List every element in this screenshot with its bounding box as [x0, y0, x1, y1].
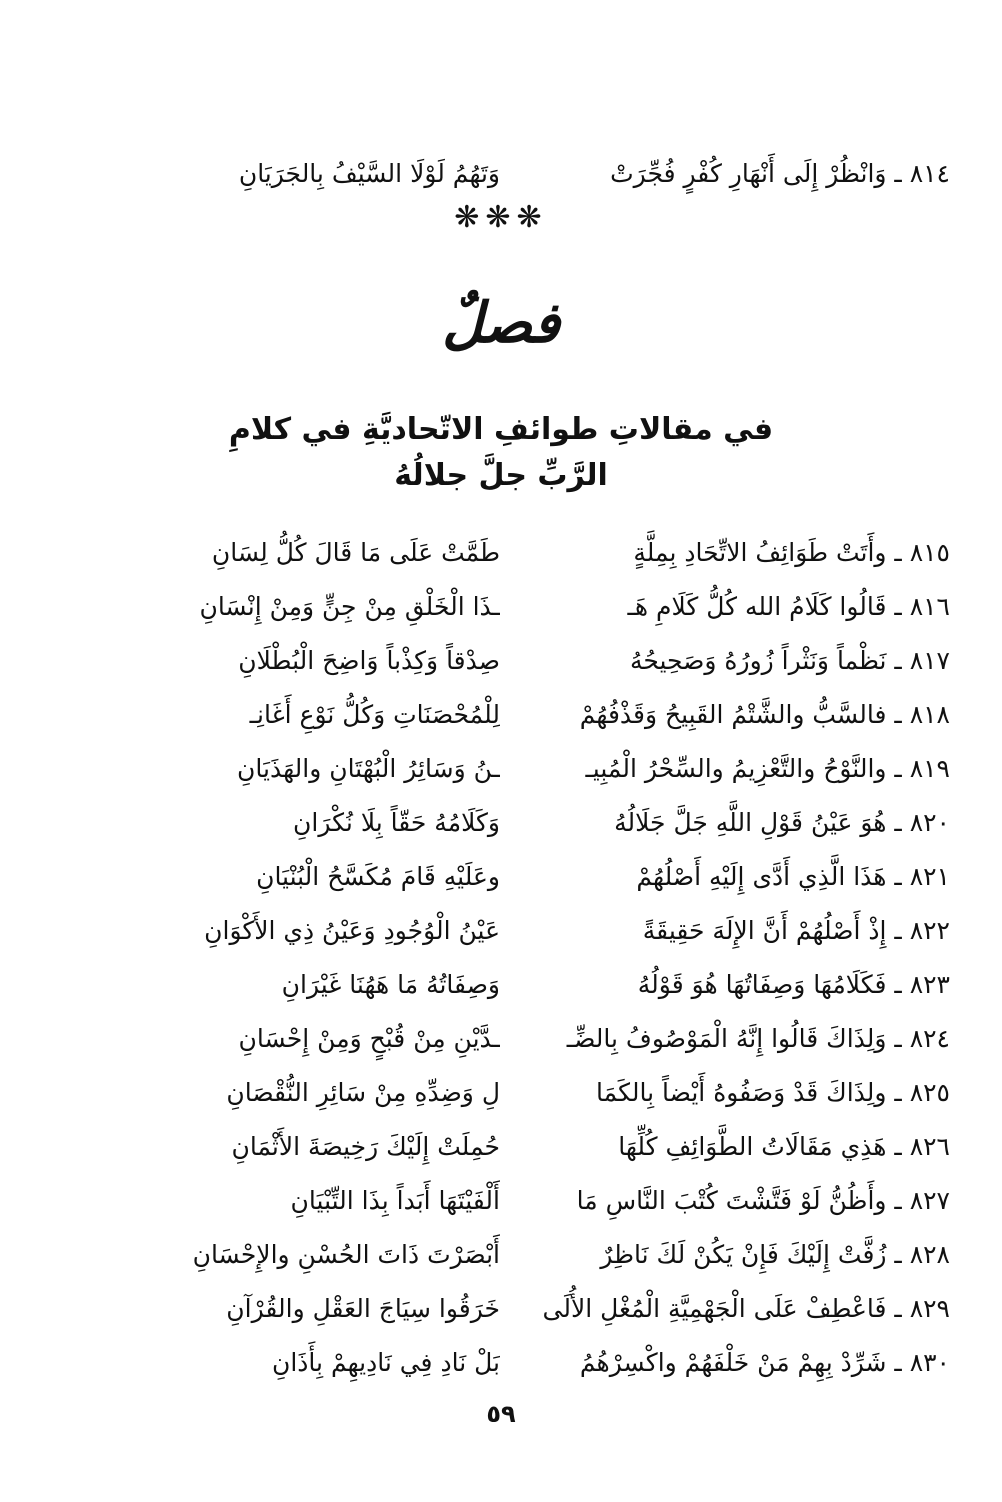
- verse-second-hemistich: ـدَّيْنِ مِنْ قُبْحٍ وَمِنْ إِحْسَانِ: [238, 1024, 500, 1053]
- verse-first-hemistich: ٨٢٢ ـ إِذْ أَصْلُهُمْ أَنَّ الإِلَهَ حَقِيقَةً: [642, 916, 950, 945]
- page-number: ٥٩: [486, 1400, 516, 1428]
- section-heading-line-1: في مقالاتِ طوائفِ الاتّحاديَّةِ في كلامِ: [228, 412, 774, 447]
- verse-second-hemistich: ـذَا الْخَلْقِ مِنْ جِنٍّ وَمِنْ إِنْسَانِ: [199, 592, 500, 621]
- verse-second-hemistich: أَلْفَيْتَهَا أَبَداً بِذَا التِّبْيَانِ: [290, 1186, 500, 1215]
- verse-first-hemistich: ٨١٨ ـ فالسَّبُّ والشَّتْمُ القَبِيحُ وَقَذْفُهُمْ: [579, 700, 950, 729]
- verse-row: [70, 851, 950, 903]
- verse-second-hemistich: أَبْصَرْتَ ذَاتَ الحُسْنِ والإِحْسَانِ: [192, 1240, 500, 1269]
- section-title: فصلٌ: [442, 290, 560, 356]
- verse-814: [70, 148, 950, 200]
- verse-first-hemistich: ٨٢٨ ـ زُفَّتْ إِلَيْكَ فَإِنْ يَكُنْ لَكَ نَاظِرٌ: [600, 1240, 950, 1269]
- verse-first-hemistich: ٨٣٠ ـ شَرِّدْ بِهِمْ مَنْ خَلْفَهُمْ واكْسِرْهُمُ: [579, 1348, 950, 1377]
- section-heading-line-2: الرَّبِّ جلَّ جلالُهُ: [394, 458, 608, 493]
- verse-first-hemistich: ٨١٥ ـ وأَتَتْ طَوَائِفُ الاتِّحَادِ بِمِلَّةٍ: [633, 538, 950, 567]
- verse-second-hemistich: وَتَهُمُ لَوْلَا السَّيْفُ بِالجَرَيَانِ: [238, 159, 500, 188]
- verse-first-hemistich: ٨٢٣ ـ فَكَلَامُهَا وَصِفَاتُهَا هُوَ قَوْلُهُ: [637, 970, 950, 999]
- verse-row: [70, 1229, 950, 1281]
- verse-second-hemistich: وعَلَيْهِ قَامَ مُكَسَّحُ الْبُنْيَانِ: [256, 862, 500, 891]
- verse-row: [70, 743, 950, 795]
- verse-row: [70, 635, 950, 687]
- verse-second-hemistich: عَيْنُ الْوُجُودِ وَعَيْنُ ذِي الأَكْوَانِ: [204, 916, 500, 945]
- verse-first-hemistich: ٨١٤ ـ وَانْظُرْ إِلَى أَنْهَارِ كُفْرٍ فُجِّرَتْ: [610, 159, 950, 188]
- verse-first-hemistich: ٨٢١ ـ هَذَا الَّذِي أَدَّى إِلَيْهِ أَصْلُهُمْ: [636, 862, 950, 891]
- verse-second-hemistich: وَكَلَامُهُ حَقّاً بِلَا نُكْرَانِ: [293, 808, 500, 837]
- verse-first-hemistich: ٨٢٠ ـ هُوَ عَيْنُ قَوْلِ اللَّهِ جَلَّ جَلَالُهُ: [614, 808, 950, 837]
- verse-row: [70, 1283, 950, 1335]
- verse-first-hemistich: ٨١٦ ـ قَالُوا كَلَامُ الله كُلُّ كَلَامِ هَـ: [627, 592, 950, 621]
- section-separator-stars: ❋❋❋: [454, 200, 548, 235]
- verse-row: [70, 959, 950, 1011]
- verse-row: [70, 1175, 950, 1227]
- verse-second-hemistich: ـنُ وَسَائِرُ الْبُهْتَانِ والهَذَيَانِ: [237, 754, 500, 783]
- verse-first-hemistich: ٨٢٧ ـ وأَظُنُّ لَوْ فَتَّشْتَ كُتْبَ النَّاسِ مَا: [576, 1186, 950, 1215]
- verse-second-hemistich: طَمَّتْ عَلَى مَا قَالَ كُلُّ لِسَانِ: [211, 538, 500, 567]
- verse-row: [70, 581, 950, 633]
- verse-first-hemistich: ٨١٧ ـ نَظْماً وَنَثْراً زُورُهُ وَصَحِيحُهُ: [629, 646, 950, 675]
- verse-row: [70, 689, 950, 741]
- verse-row: [70, 1067, 950, 1119]
- verse-row: [70, 1121, 950, 1173]
- verse-first-hemistich: ٨٢٦ ـ هَذِي مَقَالَاتُ الطَّوَائِفِ كُلِّهَا: [618, 1132, 950, 1161]
- verse-second-hemistich: وَصِفَاتُهُ مَا هَهُنَا غَيْرَانِ: [281, 970, 500, 999]
- verse-first-hemistich: ٨١٩ ـ والنَّوْحُ والتَّعْزِيمُ والسِّحْرُ الْمُبِيـ: [585, 754, 950, 783]
- verse-second-hemistich: لِلْمُحْصَنَاتِ وَكُلُّ نَوْعِ أَغَانِـ: [249, 700, 500, 729]
- verse-row: [70, 1337, 950, 1389]
- verse-row: [70, 797, 950, 849]
- verse-second-hemistich: صِدْقاً وَكِذْباً وَاضِحَ الْبُطْلَانِ: [238, 646, 500, 675]
- verse-second-hemistich: بَلْ نَادِ فِي نَادِيهِمْ بِأَذَانِ: [271, 1348, 500, 1377]
- verse-row: [70, 527, 950, 579]
- verse-row: [70, 1013, 950, 1065]
- verse-first-hemistich: ٨٢٥ ـ ولِذَاكَ قَدْ وَصَفُوهُ أَيْضاً بِالكَمَا: [596, 1078, 950, 1107]
- verse-first-hemistich: ٨٢٤ ـ وَلِذَاكَ قَالُوا إِنَّهُ الْمَوْصُوفُ بِالضِّـ: [566, 1024, 950, 1053]
- verse-second-hemistich: خَرَقُوا سِيَاجَ العَقْلِ والقُرْآنِ: [226, 1294, 500, 1323]
- verse-first-hemistich: ٨٢٩ ـ فَاعْطِفْ عَلَى الْجَهْمِيَّةِ الْمُغْلِ الأُلَى: [542, 1294, 950, 1323]
- verse-second-hemistich: لِ وَضِدِّهِ مِنْ سَائِرِ النُّقْصَانِ: [226, 1078, 500, 1107]
- verse-second-hemistich: حُمِلَتْ إِلَيْكَ رَخِيصَةَ الأَثْمَانِ: [231, 1132, 500, 1161]
- verse-row: [70, 905, 950, 957]
